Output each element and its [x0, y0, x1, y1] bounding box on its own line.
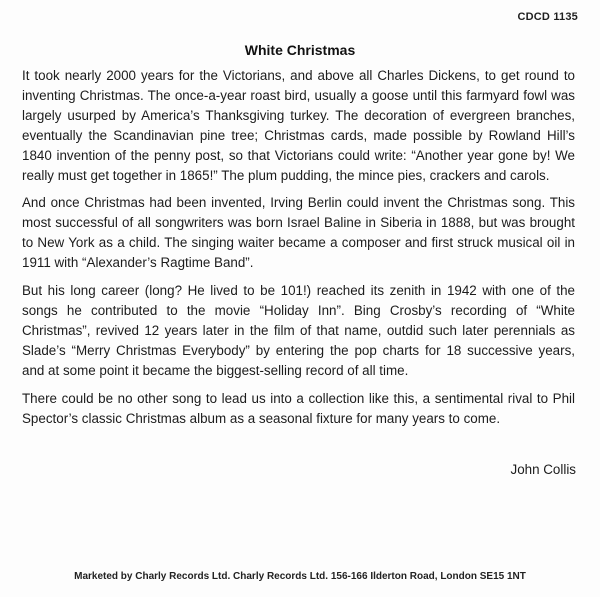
paragraph-4: There could be no other song to lead us into a collection like this, a sentimental rival to Phil Spector’s classic Christmas album as a seasonal fixture for many years to come. — [22, 390, 575, 426]
author-signature: John Collis — [510, 462, 576, 477]
article-title: White Christmas — [244, 42, 356, 58]
paragraph-1: It took nearly 2000 years for the Victorians, and above all Charles Dickens, to get round to inventing Christmas. The once-a-year roast bird, usually a goose until this farmyard fowl was largely usurped by America’s Thanksgiving turkey. The decoration of evergreen branches, eventually the Scandinavian pine tree; Christmas cards, made possible by Rowland Hill’s 1840 invention of the penny post, so that Victorians could write: “Another year gone by! We really must get together in 1865!” The plum pudding, the mince pies, crackers and carols. — [22, 68, 575, 183]
article-body — [22, 66, 575, 436]
marketing-footer: Marketed by Charly Records Ltd. Charly Records Ltd. 156-166 Ilderton Road, London SE15 1NT — [74, 571, 526, 582]
catalog-number: CDCD 1135 — [517, 11, 578, 23]
paragraph-3: But his long career (long? He lived to be 101!) reached its zenith in 1942 with one of the songs he contributed to the movie “Holiday Inn”. Bing Crosby’s recording of “White Christmas”, revived 12 years later in the film of that name, outdid such later perennials as Slade’s “Merry Christmas Everybody” by entering the pop charts for 18 successive years, and at some point it became the biggest-selling record of all time. — [22, 283, 575, 378]
paragraph-2: And once Christmas had been invented, Irving Berlin could invent the Christmas song. This most successful of all songwriters was born Israel Baline in Siberia in 1888, but was brought to New York as a child. The singing waiter became a composer and first struck musical oil in 1911 with “Alexander’s Ragtime Band”. — [22, 195, 575, 271]
